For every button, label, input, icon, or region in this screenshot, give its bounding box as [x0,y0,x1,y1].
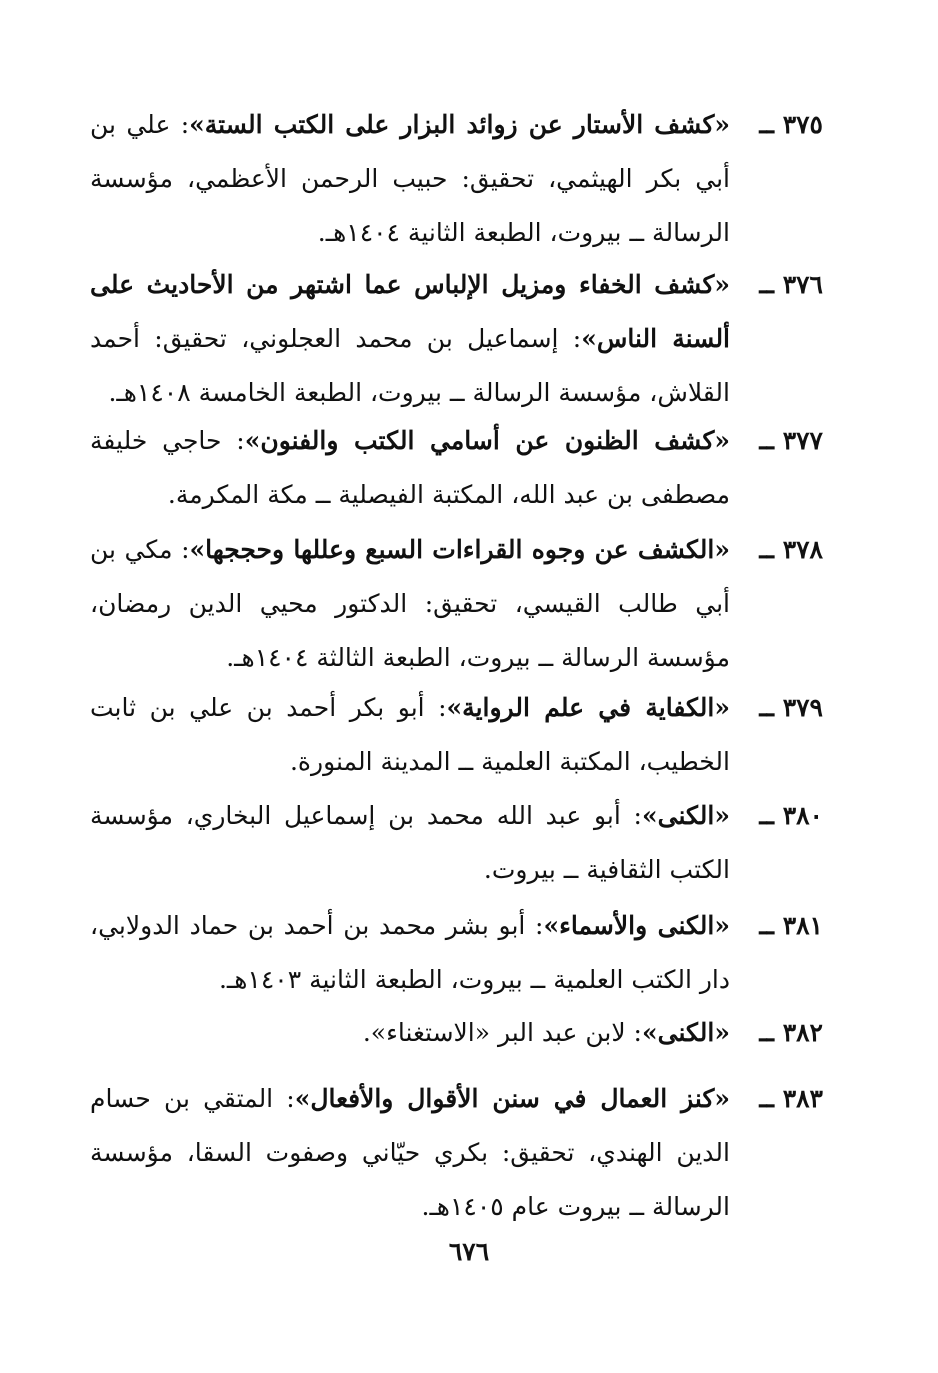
entry-body: : لابن عبد البر «الاستغناء». [362,1018,642,1047]
entry-number: ٣٧٧ ــ [759,426,823,455]
entry-number: ٣٨١ ــ [759,911,823,940]
entry-body: : أبو بشر محمد بن أحمد بن حماد الدولابي، دار الكتب العلمية ــ بيروت، الطبعة الثانية ١٤٠٣هـ. [90,911,730,994]
bibliography-entry [90,1006,730,1060]
entry-number: ٣٨٣ ــ [759,1084,823,1113]
entry-body: : علي بن أبي بكر الهيثمي، تحقيق: حبيب الرحمن الأعظمي، مؤسسة الرسالة ــ بيروت، الطبعة الثانية ١٤٠٤هـ. [90,110,730,247]
entry-number: ٣٧٥ ــ [759,110,823,139]
entry-number: ٣٧٦ ــ [759,270,823,299]
entry-title: «الكفاية في علم الرواية» [446,693,730,722]
entry-title: «الكنى» [641,801,730,830]
bibliography-entry [90,523,730,685]
entry-body: : حاجي خليفة مصطفى بن عبد الله، المكتبة الفيصلية ــ مكة المكرمة. [90,426,730,509]
bibliography-entry [90,899,730,1007]
entry-title: «كشف الأستار عن زوائد البزار على الكتب الستة» [189,110,730,139]
entry-number: ٣٨٠ ــ [759,801,823,830]
bibliography-entry [90,258,730,420]
bibliography-entry [90,414,730,522]
entry-title: «كنز العمال في سنن الأقوال والأفعال» [294,1084,730,1113]
entry-body: : أبو بكر أحمد بن علي بن ثابت الخطيب، المكتبة العلمية ــ المدينة المنورة. [90,693,730,776]
bibliography-entry [90,1072,730,1234]
bibliography-entry [90,98,730,260]
entry-title: «كشف الظنون عن أسامي الكتب والفنون» [244,426,730,455]
entry-body: : مكي بن أبي طالب القيسي، تحقيق: الدكتور محيي الدين رمضان، مؤسسة الرسالة ــ بيروت، الطبعة الثالثة ١٤٠٤هـ. [90,535,730,672]
entry-title: «الكنى» [641,1018,730,1047]
bibliography-entry [90,789,730,897]
entry-number: ٣٨٢ ــ [759,1018,823,1047]
entry-body: : أبو عبد الله محمد بن إسماعيل البخاري، مؤسسة الكتب الثقافية ــ بيروت. [90,801,730,884]
entry-number: ٣٧٨ ــ [759,535,823,564]
entry-title: «الكنى والأسماء» [543,911,730,940]
entry-body: : المتقي بن حسام الدين الهندي، تحقيق: بكري حيّاني وصفوت السقا، مؤسسة الرسالة ــ بيروت عام ١٤٠٥هـ. [90,1084,730,1221]
entry-number: ٣٧٩ ــ [759,693,823,722]
entry-body: : إسماعيل بن محمد العجلوني، تحقيق: أحمد القلاش، مؤسسة الرسالة ــ بيروت، الطبعة الخامسة ١٤٠٨هـ. [90,324,730,407]
entry-title: «الكشف عن وجوه القراءات السبع وعللها وحججها» [189,535,730,564]
bibliography-entry [90,681,730,789]
entry-title: «كشف الخفاء ومزيل الإلباس عما اشتهر من الأحاديث على ألسنة الناس» [90,270,731,353]
page-number: ٦٧٦ [448,1237,490,1266]
